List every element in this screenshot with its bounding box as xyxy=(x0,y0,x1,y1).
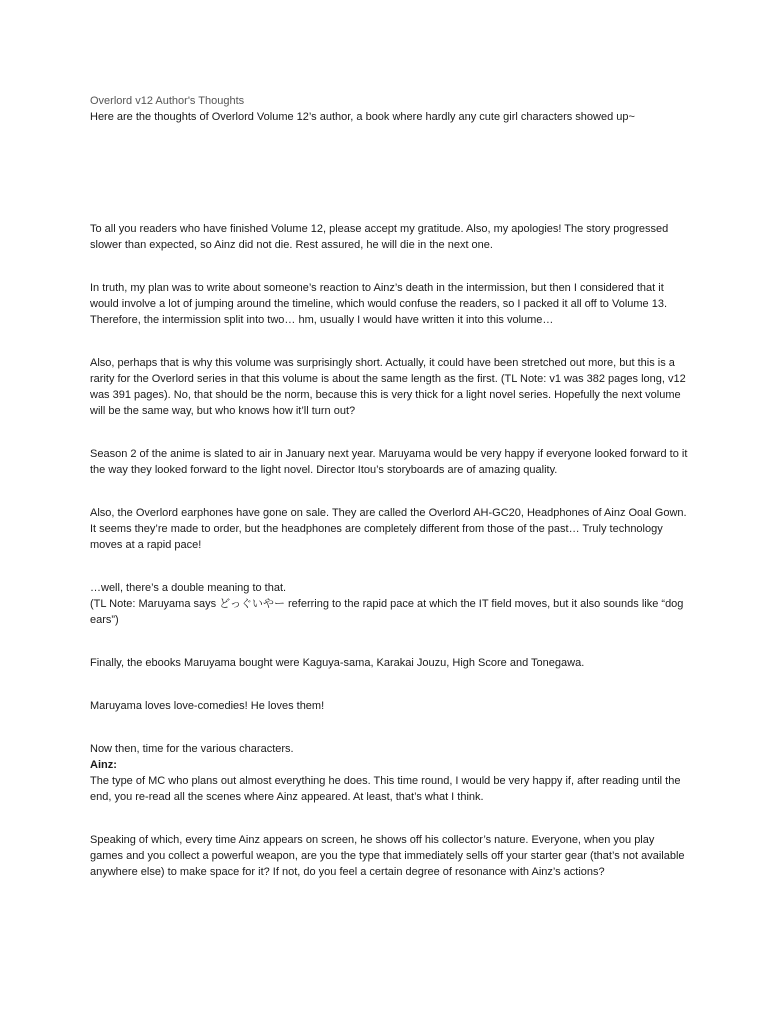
paragraph-collector: Speaking of which, every time Ainz appears on screen, he shows off his collector’s nature. Everyone, when you play games and you collect a powerful weapon, are you the type that immediately sells off your starter gear (that’s not available anywhere else) to make space for it? If not, do you feel a certain degree of resonance with Ainz’s actions? xyxy=(90,834,685,878)
paragraph-tl-note-dog-ears: (TL Note: Maruyama says どっぐいやー referring to the rapid pace at which the IT field moves, but it also sounds like “dog ears”) xyxy=(90,598,684,626)
paragraph-gratitude: To all you readers who have finished Volume 12, please accept my gratitude. Also, my apologies! The story progressed slower than expected, so Ainz did not die. Rest assured, he will die in the next one. xyxy=(90,223,669,251)
paragraph-anime-season: Season 2 of the anime is slated to air in January next year. Maruyama would be very happy if everyone looked forward to it the way they looked forward to the light novel. Director Itou’s storyboards are of amazing quality. xyxy=(90,448,688,476)
paragraph-characters-intro: Now then, time for the various characters. xyxy=(90,743,294,755)
paragraph-ebooks: Finally, the ebooks Maruyama bought were Kaguya-sama, Karakai Jouzu, High Score and Tonegawa. xyxy=(90,657,585,669)
paragraph-ainz-mc: The type of MC who plans out almost everything he does. This time round, I would be very happy if, after reading until the end, you re-read all the scenes where Ainz appeared. At least, that’s what I think. xyxy=(90,775,681,803)
paragraph-love-comedies: Maruyama loves love-comedies! He loves them! xyxy=(90,700,325,712)
paragraph-double-meaning: …well, there’s a double meaning to that. xyxy=(90,582,287,594)
paragraph-intermission: In truth, my plan was to write about someone’s reaction to Ainz’s death in the intermission, but then I considered that it would involve a lot of jumping around the timeline, which would confuse the readers, so I packed it all off to Volume 13. Therefore, the intermission split into two… hm, usually I would have written it into this volume… xyxy=(90,282,668,326)
paragraph-volume-length: Also, perhaps that is why this volume was surprisingly short. Actually, it could have been stretched out more, but this is a rarity for the Overlord series in that this volume is about the same length as the first. (TL Note: v1 was 382 pages long, v12 was 391 pages). No, that should be the norm, because this is very thick for a light novel series. Hopefully the next volume will be the same way, but who knows how it’ll turn out? xyxy=(90,357,686,417)
heading-ainz: Ainz: xyxy=(90,759,117,771)
document-body xyxy=(90,93,690,880)
paragraph-earphones: Also, the Overlord earphones have gone on sale. They are called the Overlord AH-GC20, Headphones of Ainz Ooal Gown. It seems they’re made to order, but the headphones are completely different from those of the past… Truly technology moves at a rapid pace! xyxy=(90,507,687,551)
document-title: Overlord v12 Author's Thoughts xyxy=(90,95,245,107)
intro-paragraph: Here are the thoughts of Overlord Volume 12’s author, a book where hardly any cute girl characters showed up~ xyxy=(90,111,635,123)
